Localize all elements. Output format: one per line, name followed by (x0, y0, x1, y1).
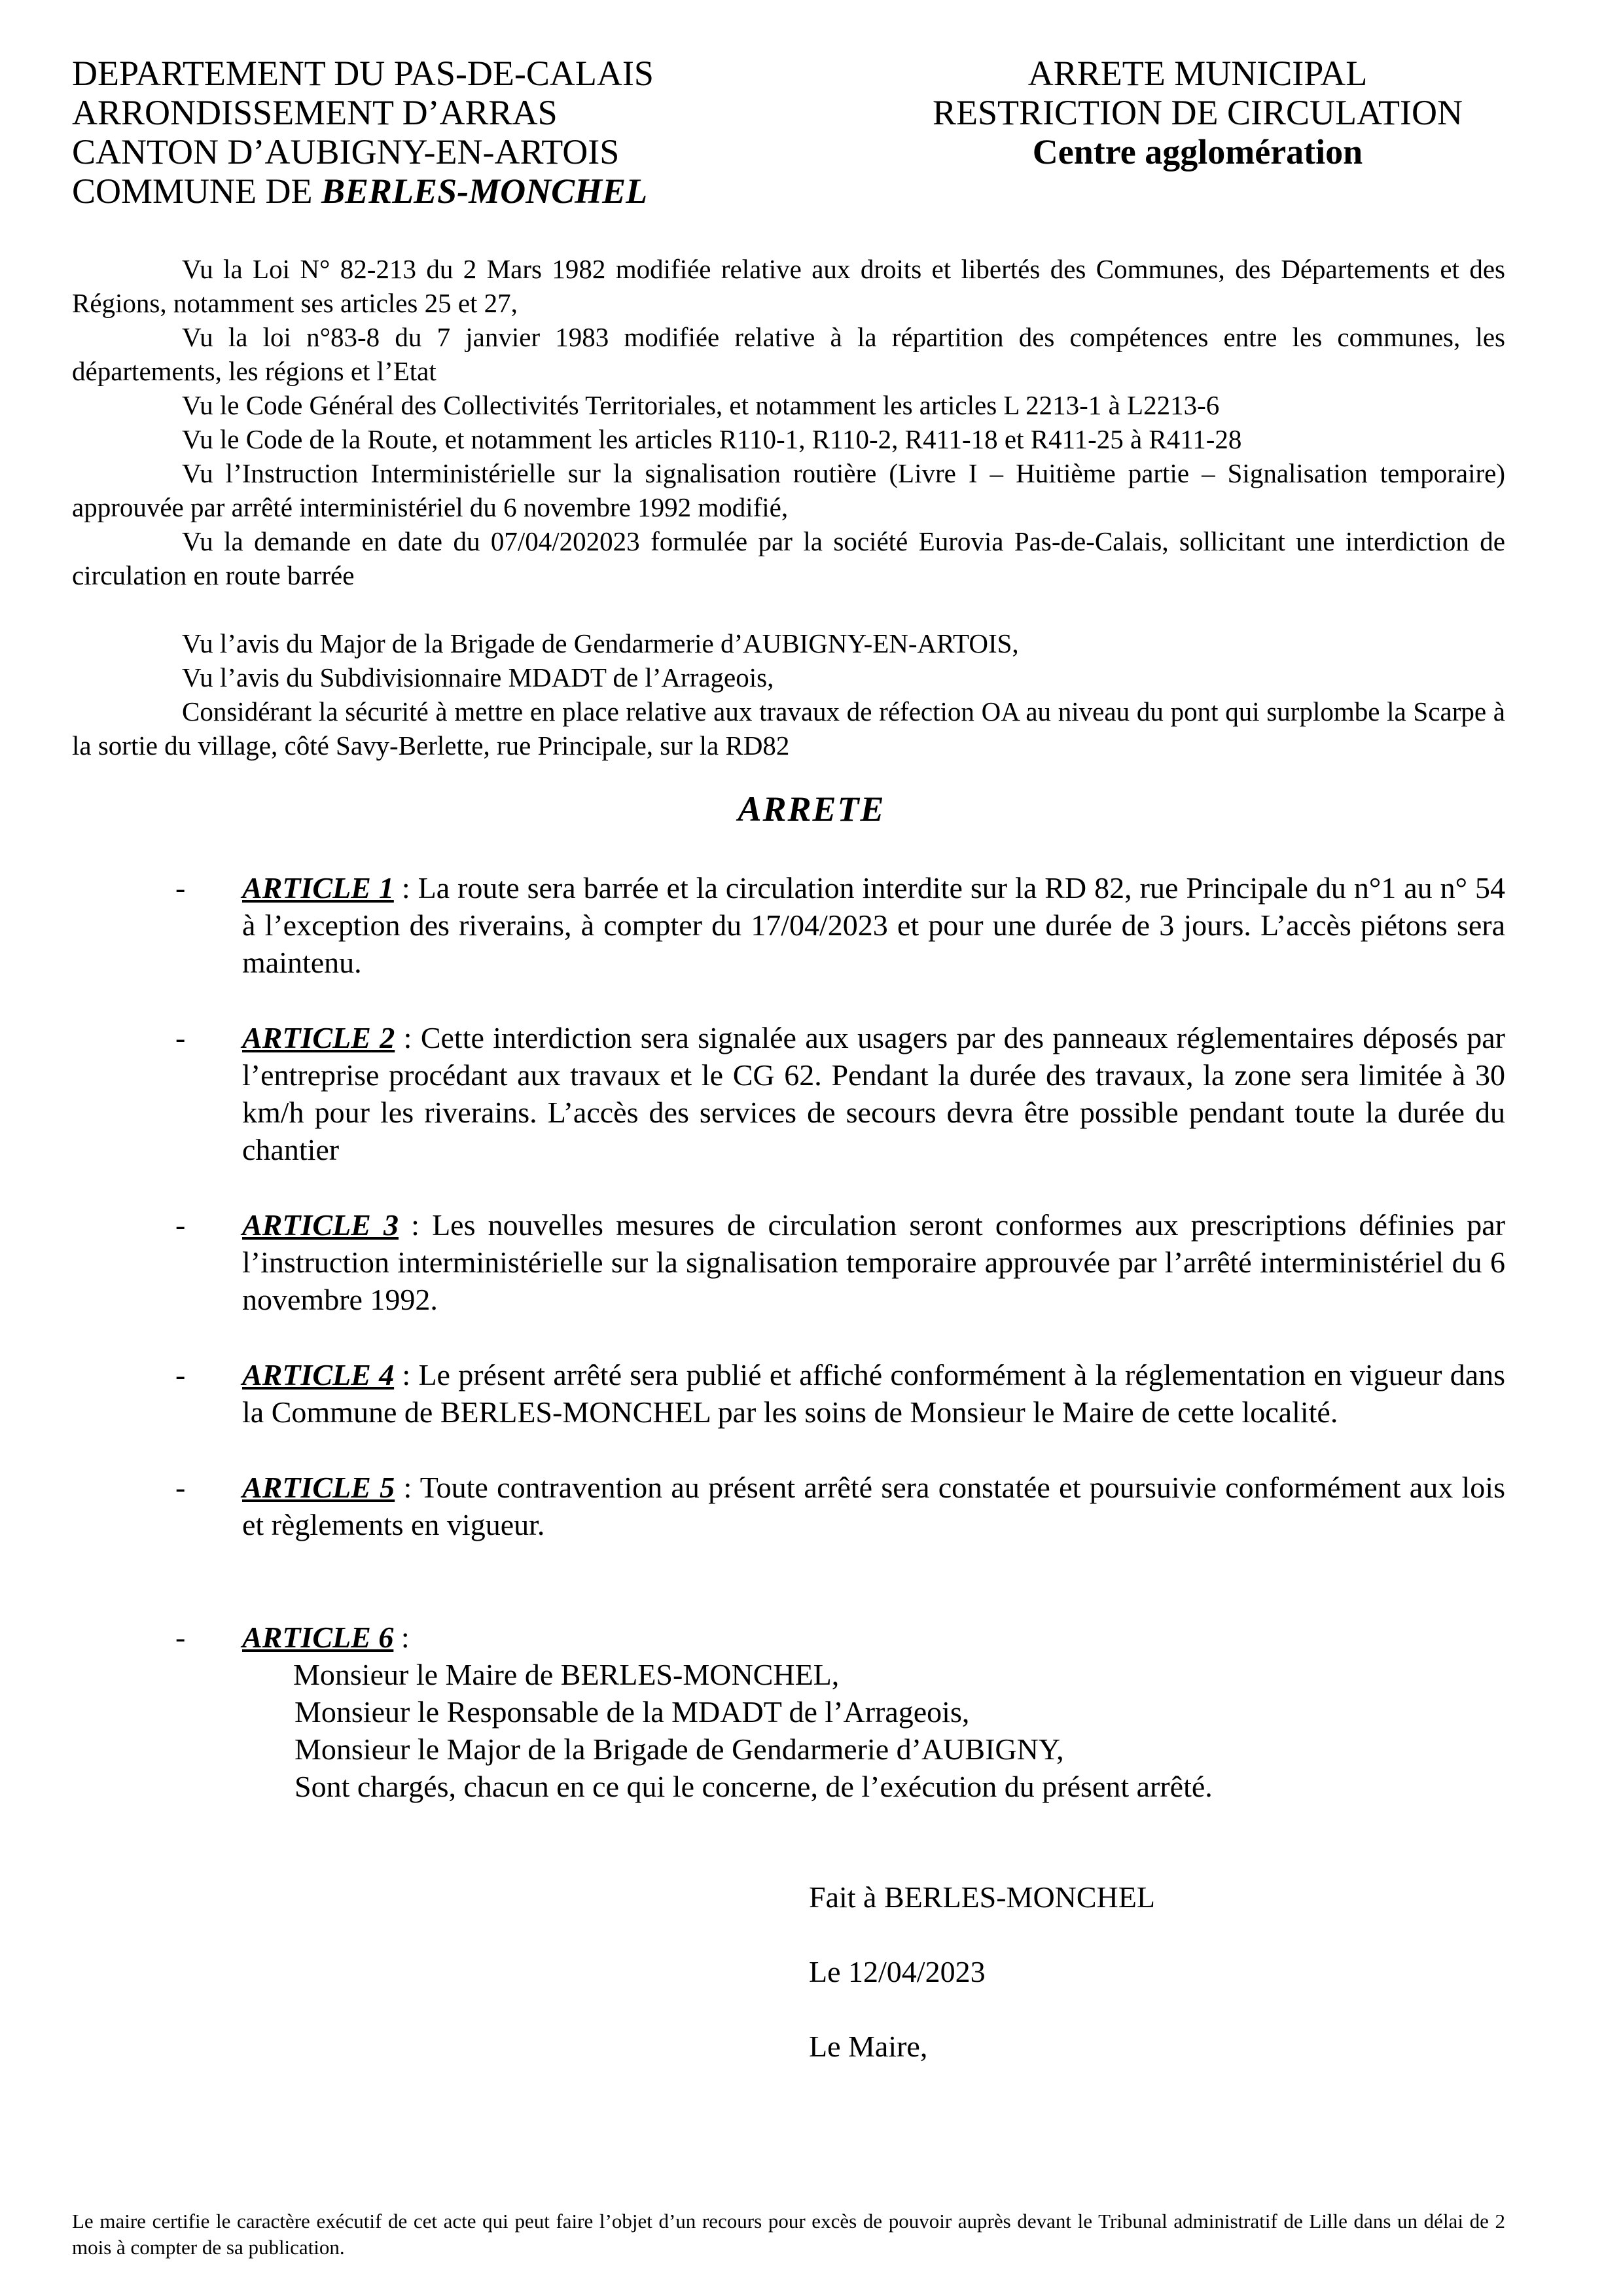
article-2 (177, 1019, 1505, 1168)
legal-footer-note: Le maire certifie le caractère exécutif de cet acte qui peut faire l’objet d’un recours pour excès de pouvoir auprès devant le Tribunal administratif de Lille dans un délai de 2 mois à compter de sa publication. (72, 2210, 1505, 2259)
article-6 (177, 1619, 1505, 1805)
responsible-line: Monsieur le Major de la Brigade de Gendarmerie d’AUBIGNY, (294, 1732, 1064, 1766)
signature-date: Le 12/04/2023 (809, 1955, 986, 1988)
responsible-line: Sont chargés, chacun en ce qui le concerne, de l’exécution du présent arrêté. (294, 1770, 1213, 1803)
article-label: ARTICLE 2 (242, 1021, 395, 1054)
article-3 (177, 1206, 1505, 1318)
decree-subject: RESTRICTION DE CIRCULATION (933, 93, 1463, 132)
article-separator: : (394, 1358, 419, 1391)
consideration-item: Vu le Code Général des Collectivités Territoriales, et notamment les articles L 2213-1 à L2213-6 (182, 390, 1220, 420)
consideration-item: Vu l’Instruction Interministérielle sur la signalisation routière (Livre I – Huitième partie – Signalisation temporaire) approuvée par arrêté interministériel du 6 novembre 1992 modifié, (72, 458, 1505, 522)
signature-signatory: Le Maire, (809, 2030, 928, 2063)
administrative-header (72, 54, 792, 211)
article-separator: : (395, 1021, 421, 1054)
commune-name: BERLES-MONCHEL (321, 171, 648, 211)
list-dash: - (175, 1358, 186, 1391)
article-label: ARTICLE 6 (242, 1621, 394, 1654)
consideration-item: Vu la demande en date du 07/04/202023 formulée par la société Eurovia Pas-de-Calais, sollicitant une interdiction de circulation en route barrée (72, 526, 1505, 590)
article-text: Toute contravention au présent arrêté sera constatée et poursuivie conformément aux lois et règlements en vigueur. (242, 1471, 1505, 1541)
article-text: Les nouvelles mesures de circulation seront conformes aux prescriptions définies par l’instruction interministérielle sur la signalisation temporaire approuvée par l’arrêté interministériel du 6 novembre 1992. (242, 1208, 1506, 1316)
decree-type: ARRETE MUNICIPAL (1027, 54, 1368, 93)
responsible-line: Monsieur le Responsable de la MDADT de l’Arrageois, (294, 1695, 970, 1729)
article-body (242, 869, 1505, 981)
article-body (242, 1619, 1505, 1656)
spacer (72, 592, 1505, 626)
article-separator: : (395, 1471, 420, 1504)
article-separator: : (393, 871, 418, 905)
article-label: ARTICLE 1 (242, 871, 394, 905)
consideration-item: Vu l’avis du Subdivisionnaire MDADT de l’Arrageois, (182, 662, 774, 692)
consideration-item: Vu la Loi N° 82-213 du 2 Mars 1982 modifiée relative aux droits et libertés des Communes, des Départements et des Régions, notamment ses articles 25 et 27, (72, 254, 1505, 318)
article-label: ARTICLE 5 (242, 1471, 395, 1504)
article-body (242, 1356, 1505, 1431)
consideration-item: Vu le Code de la Route, et notamment les articles R110-1, R110-2, R411-18 et R411-25 à R411-28 (182, 424, 1242, 454)
articles-list (177, 869, 1505, 1843)
article-body (242, 1019, 1505, 1168)
signature-block (809, 1878, 1155, 2102)
list-dash: - (175, 1208, 186, 1242)
list-dash: - (175, 1471, 186, 1504)
article-5 (177, 1469, 1505, 1543)
header-canton: CANTON D’AUBIGNY-EN-ARTOIS (72, 132, 620, 171)
commune-prefix: COMMUNE DE (72, 171, 322, 211)
header-commune (72, 171, 792, 211)
article-1 (177, 869, 1505, 981)
list-dash: - (175, 1621, 186, 1654)
header-departement: DEPARTEMENT DU PAS-DE-CALAIS (72, 54, 654, 93)
consideration-item: Considérant la sécurité à mettre en place relative aux travaux de réfection OA au niveau du pont qui surplombe la Scarpe à la sortie du village, côté Savy-Berlette, rue Principale, sur la RD82 (72, 696, 1505, 761)
article-text: Cette interdiction sera signalée aux usagers par des panneaux réglementaires déposés par l’entreprise procédant aux travaux et le CG 62. Pendant la durée des travaux, la zone sera limitée à 30 km/h pour les riverains. L’accès des services de secours devra être possible pendant toute la durée du chantier (242, 1021, 1505, 1166)
considerations-section (72, 252, 1505, 762)
decree-scope: Centre agglomération (1032, 132, 1363, 171)
article-4 (177, 1356, 1505, 1431)
decree-title-block (903, 54, 1492, 171)
article-body (242, 1469, 1505, 1543)
article-text: Le présent arrêté sera publié et affiché conformément à la réglementation en vigueur dans la Commune de BERLES-MONCHEL par les soins de Monsieur le Maire de cette localité. (242, 1358, 1506, 1429)
responsible-line: Monsieur le Maire de BERLES-MONCHEL, (293, 1658, 840, 1691)
consideration-item: Vu l’avis du Major de la Brigade de Gendarmerie d’AUBIGNY-EN-ARTOIS, (182, 628, 1019, 658)
article-separator: : (393, 1621, 410, 1654)
consideration-item: Vu la loi n°83-8 du 7 janvier 1983 modifiée relative à la répartition des compétences entre les communes, les départements, les régions et l’Etat (72, 322, 1505, 386)
header-arrondissement: ARRONDISSEMENT D’ARRAS (72, 93, 558, 132)
article-separator: : (398, 1208, 433, 1242)
article-text: La route sera barrée et la circulation interdite sur la RD 82, rue Principale du n°1 au n° 54 à l’exception des riverains, à compter du 17/04/2023 et pour une durée de 3 jours. L’accès piétons sera maintenu. (242, 871, 1506, 979)
list-dash: - (175, 871, 186, 905)
list-dash: - (175, 1021, 186, 1054)
article-label: ARTICLE 4 (242, 1358, 395, 1391)
article-body (242, 1206, 1505, 1318)
article-label: ARTICLE 3 (242, 1208, 399, 1242)
signature-place: Fait à BERLES-MONCHEL (809, 1880, 1155, 1914)
arrete-heading: ARRETE (738, 789, 885, 829)
